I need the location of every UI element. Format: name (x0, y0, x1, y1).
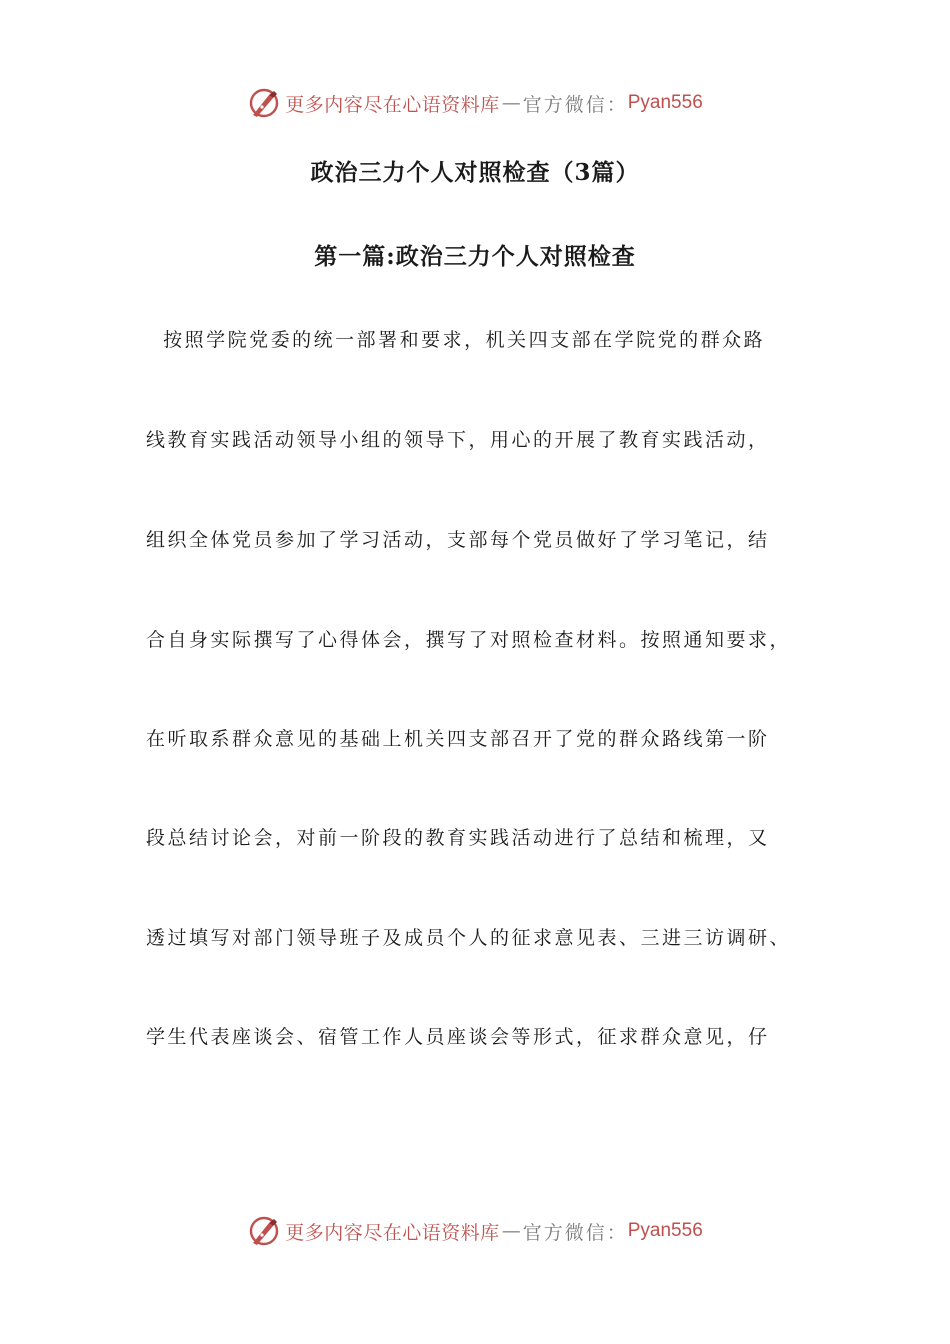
body-line-3: 组织全体党员参加了学习活动，支部每个党员做好了学习笔记，结 (146, 529, 770, 551)
footer-banner (0, 1211, 950, 1251)
body-line-5: 在听取系群众意见的基础上机关四支部召开了党的群众路线第一阶 (146, 728, 770, 750)
body-line-2: 线教育实践活动领导小组的领导下，用心的开展了教育实践活动， (146, 429, 770, 451)
banner-separator: — (501, 1220, 521, 1242)
header-banner (0, 83, 950, 123)
banner-brand-text: 更多内容尽在心语资料库 (285, 93, 500, 116)
banner-wechat-id: Pyan556 (627, 92, 703, 113)
pen-nib-logo-icon (247, 1214, 281, 1248)
body-line-4: 合自身实际撰写了心得体会，撰写了对照检查材料。按照通知要求， (146, 629, 792, 651)
banner-separator: — (501, 92, 521, 114)
banner-wechat-id: Pyan556 (627, 1220, 703, 1241)
body-line-1: 按照学院党委的统一部署和要求，机关四支部在学院党的群众路 (146, 329, 766, 351)
section-title: 第一篇:政治三力个人对照检查 (314, 243, 636, 270)
body-line-6: 段总结讨论会，对前一阶段的教育实践活动进行了总结和梳理，又 (146, 827, 770, 849)
banner-brand-text: 更多内容尽在心语资料库 (285, 1221, 500, 1244)
pen-nib-logo-icon (247, 86, 281, 120)
banner-official-label: 官方微信： (522, 1221, 628, 1244)
banner-official-label: 官方微信： (522, 93, 628, 116)
document-title: 政治三力个人对照检查（3篇） (310, 159, 640, 186)
body-line-7: 透过填写对部门领导班子及成员个人的征求意见表、三进三访调研、 (146, 927, 792, 949)
body-line-8: 学生代表座谈会、宿管工作人员座谈会等形式，征求群众意见，仔 (146, 1026, 770, 1048)
